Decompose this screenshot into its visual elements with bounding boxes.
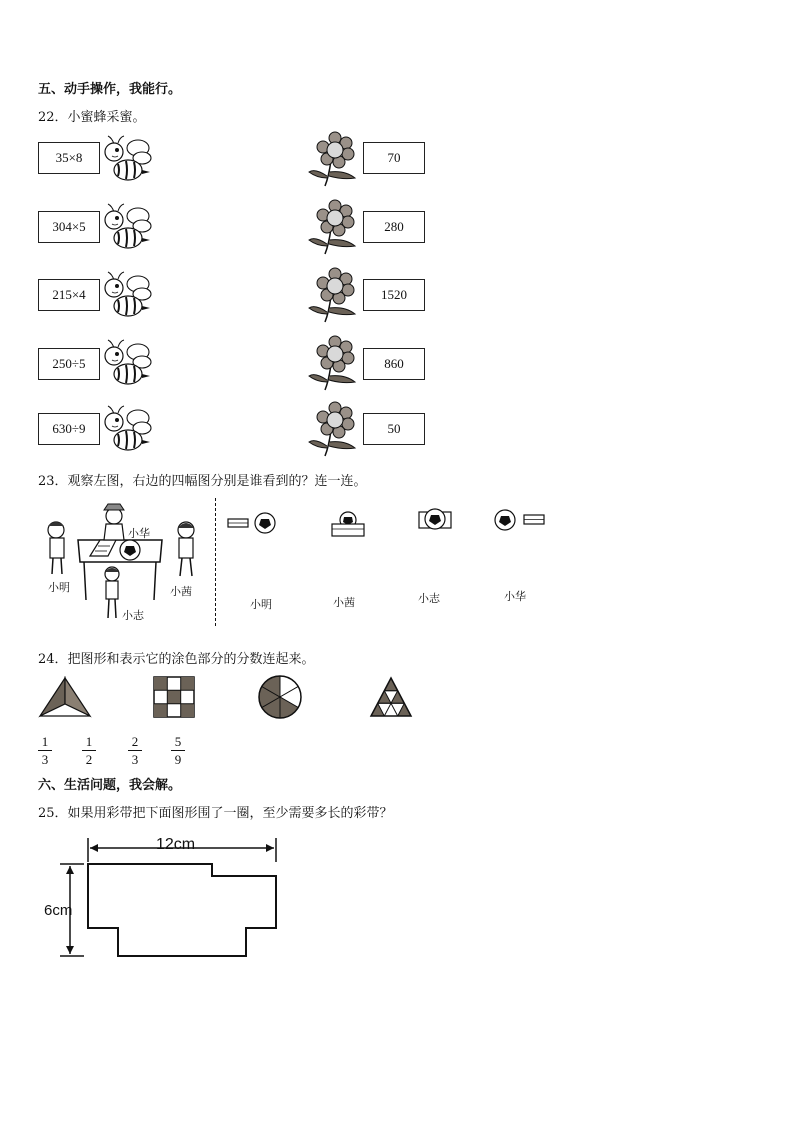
fraction-bar [128,750,142,751]
bee-icon [98,134,158,188]
answer-box-2: 280 [363,211,425,243]
shape-triangle-ninths [366,676,416,718]
fraction-bar [171,750,185,751]
fraction-3 [128,734,142,767]
shape-grid-ninths [153,676,195,718]
shape-triangle-thirds [38,676,92,718]
scene-label-right: 小茜 [170,585,192,598]
flower-icon [305,200,361,256]
answer-box-3: 1520 [363,279,425,311]
fraction-bar [82,750,96,751]
answer-box-4: 860 [363,348,425,380]
q22-title: 22．小蜜蜂采蜜。 [38,110,146,125]
expression-box-2: 304×5 [38,211,100,243]
fraction-4 [171,734,185,767]
fraction-2-numerator: 1 [85,734,93,749]
scene-label-bottom: 小志 [122,609,144,622]
flower-icon [305,402,361,458]
view-4 [492,508,552,534]
section-6-title: 六、生活问题，我会解。 [38,778,182,793]
fraction-2 [82,734,96,767]
flower-icon [305,132,361,188]
expression-box-5: 630÷9 [38,413,100,445]
width-label: 12cm [156,836,196,853]
fraction-2-denominator: 2 [85,752,93,767]
dashed-divider [215,498,216,626]
height-label: 6cm [44,902,73,919]
bee-icon [98,338,158,392]
fraction-bar [38,750,52,751]
flower-icon [305,268,361,324]
view-3 [416,506,456,534]
fraction-1-numerator: 1 [41,734,49,749]
fraction-3-denominator: 3 [131,752,139,767]
section-5-title: 五、动手操作，我能行。 [38,82,182,97]
q23-title: 23．观察左图，右边的四幅图分别是谁看到的？连一连。 [38,474,367,489]
fraction-1-denominator: 3 [41,752,49,767]
fraction-4-denominator: 9 [174,752,182,767]
fraction-4-numerator: 5 [174,734,182,749]
view-label-3: 小志 [418,592,440,605]
view-label-4: 小华 [504,590,526,603]
shape-circle-sixths [257,674,303,720]
view-1 [226,510,282,536]
scene-label-left: 小明 [48,581,70,594]
scene-label-top: 小华 [128,527,150,540]
fraction-1 [38,734,52,767]
q25-title: 25．如果用彩带把下面图形围了一圈，至少需要多长的彩带？ [38,806,393,821]
expression-box-3: 215×4 [38,279,100,311]
bee-icon [98,202,158,256]
q24-title: 24．把图形和表示它的涂色部分的分数连起来。 [38,652,315,667]
answer-box-5: 50 [363,413,425,445]
view-2 [330,508,370,538]
view-label-2: 小茜 [333,596,355,609]
bee-icon [98,404,158,458]
fraction-3-numerator: 2 [131,734,139,749]
flower-icon [305,336,361,392]
expression-box-4: 250÷5 [38,348,100,380]
answer-box-1: 70 [363,142,425,174]
bee-icon [98,270,158,324]
view-label-1: 小明 [250,598,272,611]
expression-box-1: 35×8 [38,142,100,174]
